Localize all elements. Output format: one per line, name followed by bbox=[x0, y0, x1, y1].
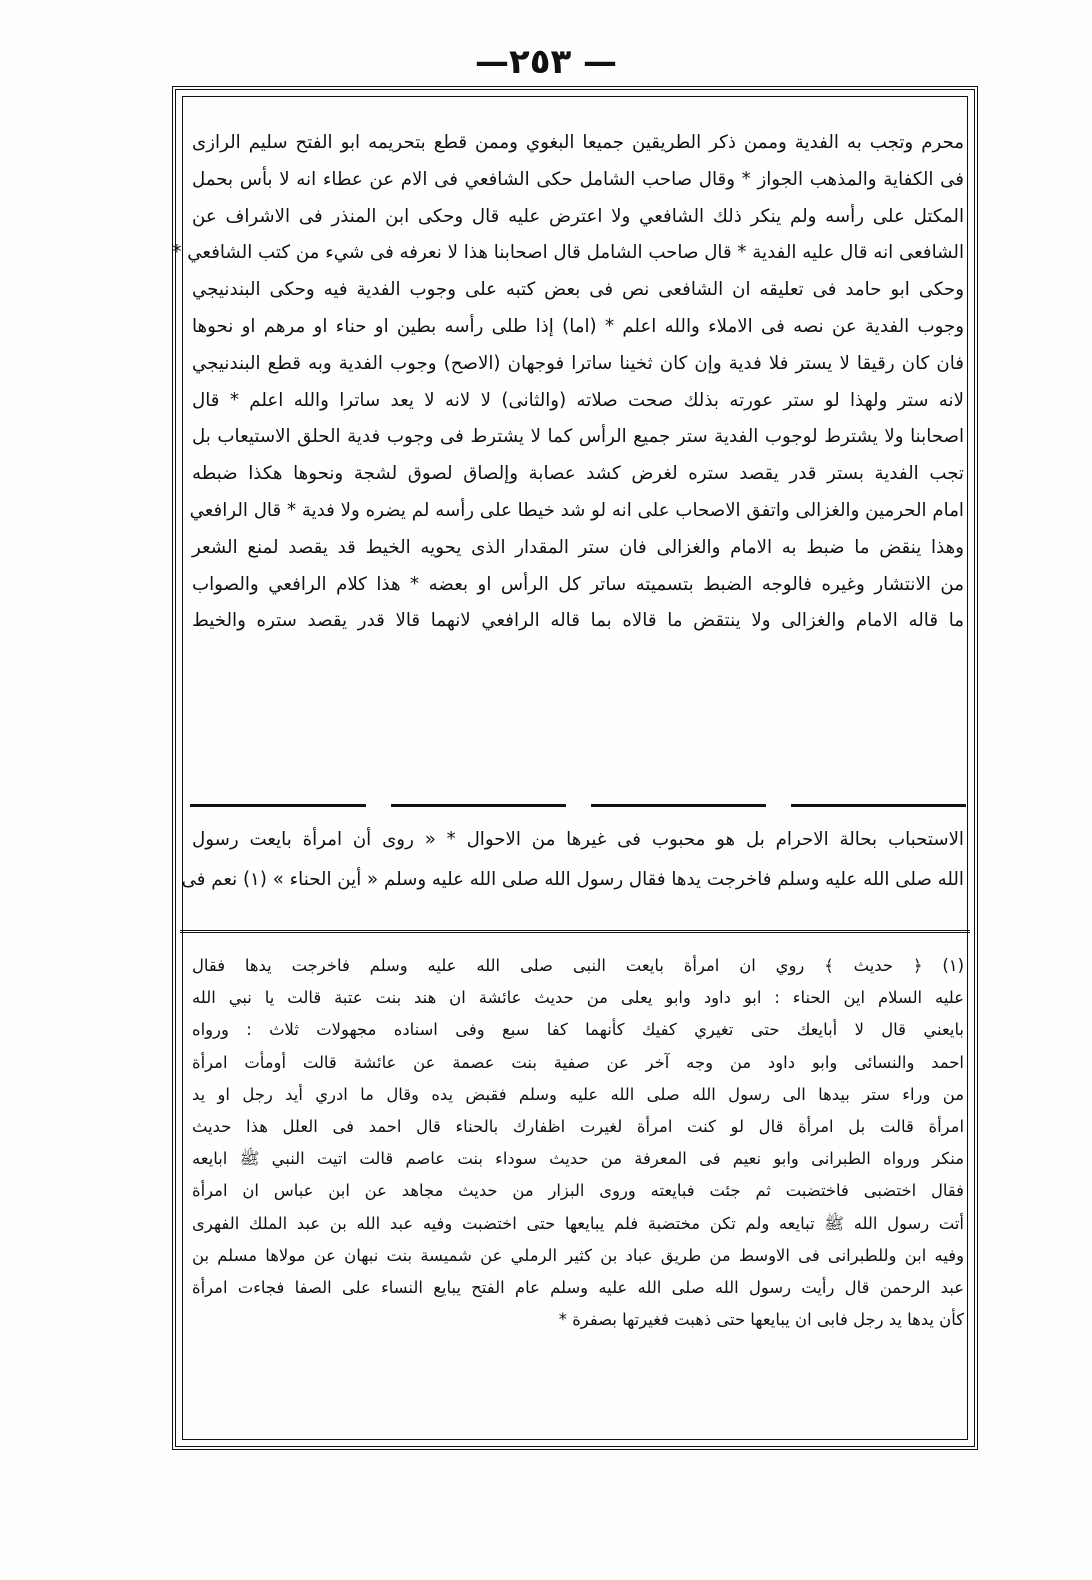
main-text-line: ما قاله الامام والغزالى ولا ينتقض ما قالاه بما قاله الرافعي لانهما قالا قدر يقصد ستره والخيط bbox=[192, 610, 964, 632]
footnote-line: عليه السلام اين الحناء : ابو داود وابو يعلى من حديث عائشة ان هند بنت عتبة قالت يا نبي الله bbox=[192, 988, 964, 1008]
separator-segment bbox=[591, 804, 766, 807]
main-text-line: تجب الفدية بستر قدر يقصد ستره لغرض كشد عصابة وإلصاق لصوق لشجة ونحوها هكذا ضبطه bbox=[192, 463, 964, 485]
separator-segment bbox=[190, 804, 366, 807]
continuation-text-block bbox=[181, 820, 964, 900]
footnote-line: عبد الرحمن قال رأيت رسول الله صلى الله عليه وسلم عام الفتح يبايع النساء على الصفا فجاءت امرأة bbox=[192, 1278, 964, 1298]
main-text-line: من الانتشار وغيره فالوجه الضبط بتسميته ساتر كل الرأس او بعضه * هذا كلام الرافعي والصواب bbox=[192, 573, 964, 595]
main-text-block bbox=[172, 125, 964, 640]
continuation-line: الله صلى الله عليه وسلم فاخرجت يدها فقال رسول الله صلى الله عليه وسلم « أين الحناء » (١) نعم فى bbox=[181, 869, 964, 890]
main-text-line: لانه ستر ولهذا لو ستر عورته بذلك صحت صلاته (والثانى) لا لانه لا يعد ساترا والله اعلم * قال bbox=[192, 389, 964, 411]
footnote-line: فقال اختضبى فاختضبت ثم جئت فبايعته وروى البزار من حديث مجاهد عن ابن عباس ان امرأة bbox=[192, 1181, 964, 1201]
page-number: — ٢٥٣— bbox=[474, 42, 618, 82]
separator-segment bbox=[791, 804, 966, 807]
main-text-line: المكتل على رأسه ولم ينكر ذلك الشافعي ولا اعترض عليه قال وحكى ابن المنذر فى الاشراف عن bbox=[192, 205, 964, 227]
main-text-line: فان كان رقيقا لا يستر فلا فدية وإن كان ثخينا ساترا فوجهان (الاصح) وجوب الفدية وبه قطع البندنيجي bbox=[192, 352, 964, 374]
main-text-line: وحكى ابو حامد فى تعليقه ان الشافعى نص فى بعض كتبه على وجوب الفدية فيه وحكى البندنيجي bbox=[192, 279, 964, 301]
footnote-line: وفيه ابن وللطبرانى فى الاوسط من طريق عباد بن كثير الرملي عن شميسة بنت نبهان عن مولاها مسلم بن bbox=[192, 1245, 964, 1265]
footnote-line: بايعني قال لا أبايعك حتى تغيري كفيك كأنهما كفا سبع وفى اسناده مجهولات ثلاث : ورواه bbox=[192, 1020, 964, 1040]
footnote-line: امرأة قالت بل امرأة قال لو كنت امرأة لغيرت اظفارك بالحناء قال احمد فى العلل هذا حديث bbox=[192, 1117, 964, 1137]
continuation-line: الاستحباب بحالة الاحرام بل هو محبوب فى غيرها من الاحوال * « روى أن امرأة بايعت رسول bbox=[192, 829, 964, 850]
footnote-line: أتت رسول الله ﷺ تبايعه ولم تكن مختضبة فلم يبايعها حتى اختضبت وفيه عبد الله بن عبد الملك الفهرى bbox=[192, 1213, 964, 1233]
footnote-line: كأن يدها يد رجل فابى ان يبايعها حتى ذهبت فغيرتها بصفرة * bbox=[558, 1310, 964, 1330]
footnote-line: احمد والنسائى وابو داود من وجه آخر عن صفية بنت عصمة عن عائشة قالت أومأت امرأة bbox=[192, 1052, 964, 1072]
main-text-line: امام الحرمين والغزالى واتفق الاصحاب على انه لو شد خيطا على رأسه لم يضره ولا فدية * قال الرافعي bbox=[189, 499, 964, 521]
footnotes-block bbox=[192, 950, 964, 1336]
section-separator bbox=[190, 800, 966, 814]
main-text-line: وهذا ينقض ما ضبط به الامام والغزالى فان ستر المقدار الذى يحويه الخيط قد يقصد لمنع الشعر bbox=[192, 536, 964, 558]
main-text-line: وجوب الفدية عن نصه فى الاملاء والله اعلم * (اما) إذا طلى رأسه بطين او حناء او مرهم او نحوها bbox=[192, 315, 964, 337]
footnote-line: (١) ﴿ حديث ﴾ روي ان امرأة بايعت النبى صلى الله عليه وسلم فاخرجت يدها فقال bbox=[192, 956, 964, 975]
footnote-line: منكر ورواه الطبرانى وابو نعيم فى المعرفة من حديث سوداء بنت عاصم قالت اتيت النبي ﷺ ابايعه bbox=[192, 1149, 964, 1169]
main-text-line: فى الكفاية والمذهب الجواز * وقال صاحب الشامل حكى الشافعي فى الام عن عطاء انه لا بأس بحمل bbox=[192, 168, 964, 190]
main-text-line: الشافعى انه قال عليه الفدية * قال صاحب الشامل قال اصحابنا هذا لا نعرفه فى شيء من كتب الشافعي * bbox=[172, 242, 964, 264]
main-text-line: محرم وتجب به الفدية وممن ذكر الطريقين جميعا البغوي وممن قطع بتحريمه ابو الفتح سليم الرازى bbox=[192, 132, 964, 153]
main-text-line: اصحابنا ولا يشترط لوجوب الفدية ستر جميع الرأس كما لا يشترط فى وجوب فدية الحلق الاستيعاب بل bbox=[192, 426, 964, 448]
separator-segment bbox=[391, 804, 566, 807]
footnote-line: من وراء ستر بيدها الى رسول الله صلى الله عليه وسلم فقبض يده وقال ما ادري أيد رجل او يد bbox=[192, 1084, 964, 1104]
footnote-rule bbox=[180, 930, 970, 937]
